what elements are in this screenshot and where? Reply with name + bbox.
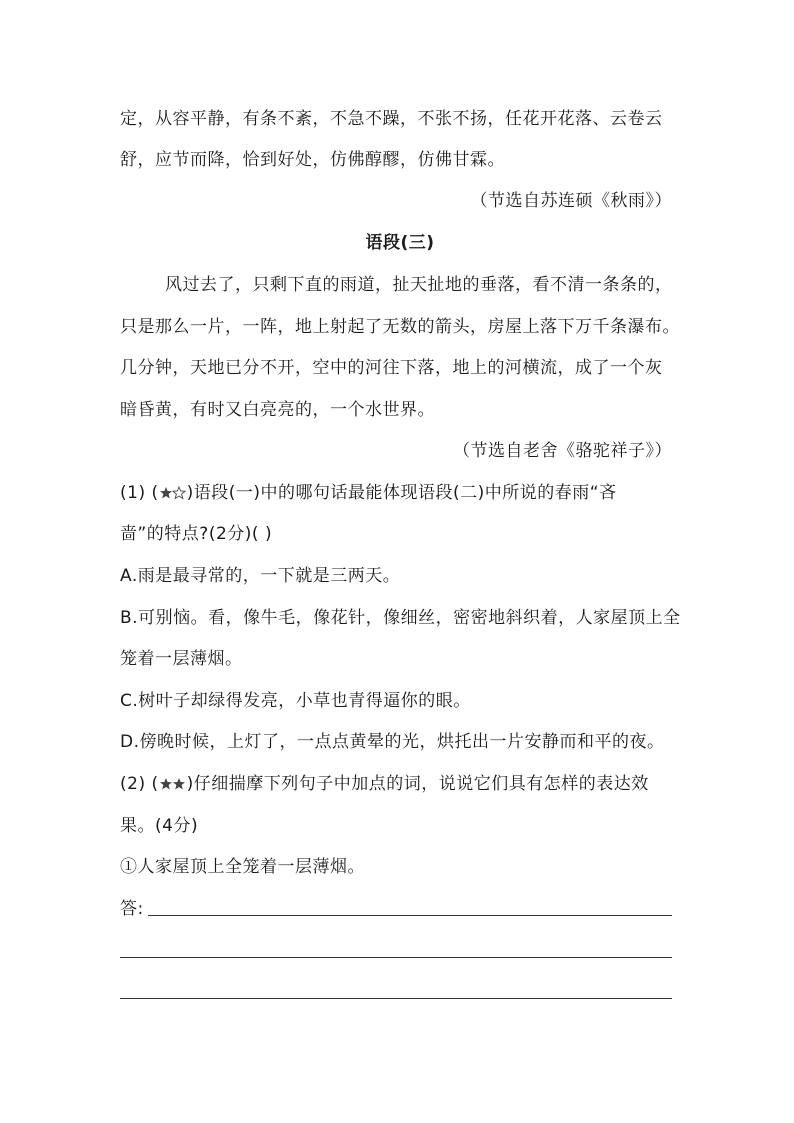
passage3-title: 语段(三): [365, 233, 435, 253]
answer-line-1[interactable]: [148, 915, 672, 916]
passage3-line-3: 几分钟，天地已分不开，空中的河往下落，地上的河横流，成了一个灰: [120, 358, 663, 378]
option-b-line-2: 笼着一层薄烟。: [120, 649, 243, 669]
question-1-number: (1) (: [120, 483, 159, 503]
question-1-line-1: [120, 482, 680, 506]
question-2-line-1: [120, 773, 680, 797]
question-2-line-2: 果。(4分): [120, 816, 199, 836]
option-c: C.树叶子却绿得发亮，小草也青得逼你的眼。: [120, 691, 471, 711]
difficulty-stars-icon: [160, 775, 186, 797]
option-b-line-1: B.可别恼。看，像牛毛，像花针，像细丝，密密地斜织着，人家屋顶上全: [120, 608, 681, 628]
option-a: A.雨是最寻常的，一下就是三两天。: [120, 566, 401, 586]
answer-line-3[interactable]: [120, 998, 672, 999]
passage3-source: （节选自老舍《骆驼祥子》）: [453, 441, 672, 461]
option-d: D.傍晚时候，上灯了，一点点黄晕的光，烘托出一片安静而和平的夜。: [120, 732, 665, 752]
question-2-item-1: ①人家屋顶上全笼着一层薄烟。: [120, 857, 365, 877]
passage2-line-2: 舒，应节而降，恰到好处，仿佛醇醪，仿佛甘霖。: [120, 150, 505, 170]
passage3-line-2: 只是那么一片，一阵，地上射起了无数的箭头，房屋上落下万千条瀑布。: [120, 317, 680, 337]
passage3-line-1: 风过去了，只剩下直的雨道，扯天扯地的垂落，看不清一条条的，: [165, 275, 673, 295]
difficulty-stars-icon: [160, 484, 186, 506]
passage3-line-4: 暗昏黄，有时又白亮亮的，一个水世界。: [120, 400, 435, 420]
answer-label: 答:: [120, 899, 144, 919]
passage2-line-1: 定，从容平静，有条不紊，不急不躁，不张不扬，任花开花落、云卷云: [120, 109, 663, 129]
answer-line-2[interactable]: [120, 957, 672, 958]
passage2-source: （节选自苏连硕《秋雨》）: [470, 191, 672, 211]
question-2-text: )仔细揣摩下列句子中加点的词，说说它们具有怎样的表达效: [186, 774, 649, 794]
question-1-line-2: 啬”的特点?(2分)( ): [120, 524, 273, 544]
question-2-number: (2) (: [120, 774, 159, 794]
question-1-text: )语段(一)中的哪句话最能体现语段(二)中所说的春雨“吝: [186, 483, 617, 503]
